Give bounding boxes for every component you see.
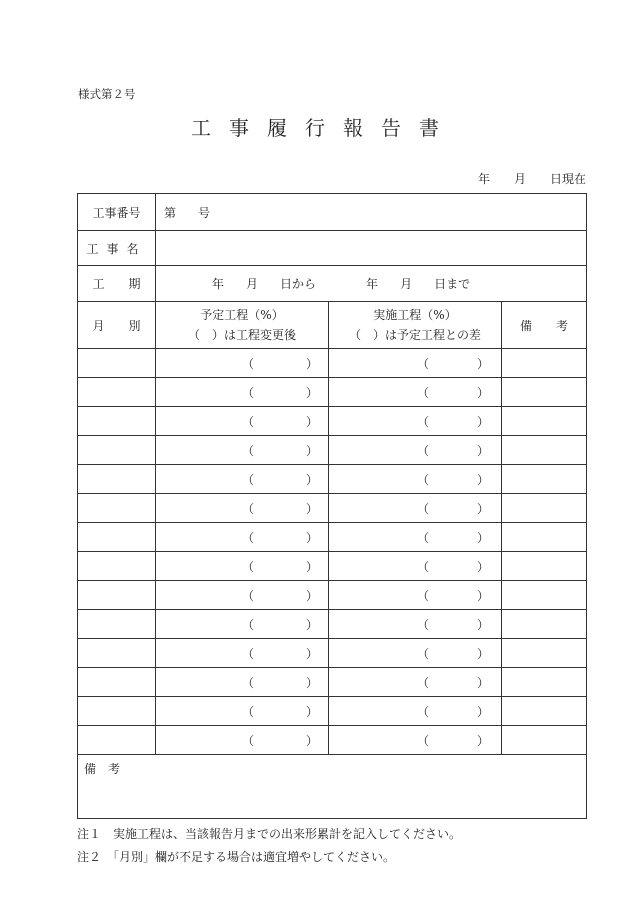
paren-close: ） [476,617,489,632]
actual-cell[interactable] [329,610,502,639]
remarks-cell[interactable] [502,523,587,552]
paren-close: ） [305,530,318,545]
period-from-month: 月 [246,277,259,291]
paren-open: （ [242,733,255,748]
as-of-month: 月 [513,172,526,186]
actual-cell[interactable] [329,436,502,465]
period-to-day: 日まで [434,277,471,291]
paren-close: ） [476,501,489,516]
paren-open: （ [242,588,255,603]
paren-close: ） [476,588,489,603]
paren-close: ） [305,501,318,516]
remarks-column-header: 備 考 [502,302,587,349]
period-from-day: 日から [280,277,317,291]
paren-close: ） [305,617,318,632]
paren-close: ） [305,385,318,400]
table-row [78,726,587,755]
table-row [78,349,587,378]
construction-number-field[interactable] [156,194,587,231]
paren-open: （ [417,588,430,603]
planned-label: 予定工程（%） [200,308,284,322]
period-to-month: 月 [400,277,413,291]
paren-close: ） [476,704,489,719]
paren-close: ） [305,733,318,748]
form-number: 様式第２号 [78,87,136,101]
month-cell[interactable] [78,697,156,726]
paren-open: （ [417,414,430,429]
planned-cell[interactable] [156,552,329,581]
paren-open: （ [417,443,430,458]
paren-close: ） [305,472,318,487]
paren-close: ） [305,443,318,458]
period-from-year: 年 [212,277,225,291]
month-cell[interactable] [78,610,156,639]
table-row [78,610,587,639]
paren-open: （ [417,704,430,719]
paren-close: ） [476,472,489,487]
paren-close: ） [476,559,489,574]
paren-close: ） [476,443,489,458]
paren-open: （ [242,501,255,516]
paren-open: （ [417,646,430,661]
month-cell[interactable] [78,581,156,610]
planned-cell[interactable] [156,494,329,523]
month-cell[interactable] [78,465,156,494]
paren-close: ） [305,646,318,661]
paren-open: （ [242,559,255,574]
period-field[interactable] [156,266,587,302]
as-of-date [478,170,586,187]
remarks-cell[interactable] [502,552,587,581]
paren-open: （ [417,675,430,690]
paren-close: ） [476,356,489,371]
actual-cell[interactable] [329,465,502,494]
note-1: 注１ 実施工程は、当該報告月までの出来形累計を記入してください。 [77,827,462,841]
construction-number-suffix: 号 [198,205,211,220]
paren-close: ） [476,385,489,400]
planned-column-header [156,302,329,349]
month-cell[interactable] [78,407,156,436]
table-row [78,523,587,552]
paren-open: （ [242,414,255,429]
planned-cell[interactable] [156,523,329,552]
remarks-cell[interactable] [502,668,587,697]
remarks-cell[interactable] [502,436,587,465]
paren-open: （ [417,472,430,487]
paren-close: ） [305,559,318,574]
period-label: 工 期 [78,266,156,302]
paren-close: ） [476,646,489,661]
table-row [78,494,587,523]
paren-open: （ [417,530,430,545]
paren-open: （ [417,617,430,632]
actual-cell[interactable] [329,407,502,436]
actual-cell[interactable] [329,552,502,581]
table-row [78,639,587,668]
paren-close: ） [305,414,318,429]
construction-number-prefix: 第 [164,205,177,220]
paren-open: （ [417,385,430,400]
month-cell[interactable] [78,378,156,407]
table-row [78,465,587,494]
paren-open: （ [242,472,255,487]
paren-open: （ [242,443,255,458]
paren-open: （ [242,704,255,719]
table-row [78,407,587,436]
note-2: 注２ 「月別」欄が不足する場合は適宜増やしてください。 [77,850,396,864]
remarks-cell[interactable] [502,639,587,668]
planned-cell[interactable] [156,436,329,465]
actual-cell[interactable] [329,668,502,697]
report-table [77,193,587,819]
month-cell[interactable] [78,552,156,581]
paren-close: ） [305,356,318,371]
document-title: 工事履行報告書 [191,116,457,140]
month-cell[interactable] [78,349,156,378]
remarks-cell[interactable] [502,610,587,639]
remarks-label: 備 考 [84,762,121,776]
planned-cell[interactable] [156,726,329,755]
construction-name-label: 工事名 [78,231,156,266]
remarks-cell[interactable] [502,407,587,436]
paren-close: ） [476,733,489,748]
actual-label: 実施工程（%） [373,308,457,322]
paren-close: ） [305,588,318,603]
planned-cell[interactable] [156,639,329,668]
remarks-cell[interactable] [502,349,587,378]
remarks-cell[interactable] [502,581,587,610]
remarks-cell[interactable] [502,726,587,755]
period-to-year: 年 [366,277,379,291]
month-cell[interactable] [78,494,156,523]
paren-close: ） [305,704,318,719]
planned-cell[interactable] [156,378,329,407]
paren-close: ） [476,675,489,690]
actual-cell[interactable] [329,639,502,668]
table-row [78,668,587,697]
month-cell[interactable] [78,523,156,552]
planned-cell[interactable] [156,349,329,378]
actual-cell[interactable] [329,581,502,610]
construction-number-label: 工事番号 [78,194,156,231]
month-cell[interactable] [78,668,156,697]
as-of-year: 年 [477,172,490,186]
paren-open: （ [417,356,430,371]
table-row [78,378,587,407]
actual-note: （ ）は予定工程との差 [348,328,481,342]
remarks-cell[interactable] [502,494,587,523]
paren-open: （ [417,559,430,574]
paren-open: （ [242,675,255,690]
month-column-header: 月 別 [78,302,156,349]
as-of-day: 日現在 [549,172,586,186]
paren-open: （ [242,356,255,371]
table-row [78,581,587,610]
planned-cell[interactable] [156,610,329,639]
planned-cell[interactable] [156,407,329,436]
remarks-cell[interactable] [502,697,587,726]
month-cell[interactable] [78,726,156,755]
planned-cell[interactable] [156,668,329,697]
paren-close: ） [305,675,318,690]
paren-open: （ [242,617,255,632]
remarks-cell[interactable] [502,465,587,494]
paren-open: （ [417,501,430,516]
actual-cell[interactable] [329,726,502,755]
planned-cell[interactable] [156,581,329,610]
construction-name-field[interactable] [156,231,587,266]
table-row [78,697,587,726]
month-cell[interactable] [78,639,156,668]
actual-cell[interactable] [329,697,502,726]
planned-cell[interactable] [156,697,329,726]
paren-open: （ [417,733,430,748]
planned-note: （ ）は工程変更後 [187,328,296,342]
table-row [78,552,587,581]
remarks-box[interactable] [78,755,587,819]
table-row [78,436,587,465]
paren-close: ） [476,530,489,545]
paren-open: （ [242,385,255,400]
month-cell[interactable] [78,436,156,465]
monthly-rows [78,349,587,755]
actual-cell[interactable] [329,494,502,523]
actual-cell[interactable] [329,378,502,407]
remarks-cell[interactable] [502,378,587,407]
actual-cell[interactable] [329,349,502,378]
planned-cell[interactable] [156,465,329,494]
paren-open: （ [242,646,255,661]
actual-column-header [329,302,502,349]
actual-cell[interactable] [329,523,502,552]
paren-open: （ [242,530,255,545]
paren-close: ） [476,414,489,429]
